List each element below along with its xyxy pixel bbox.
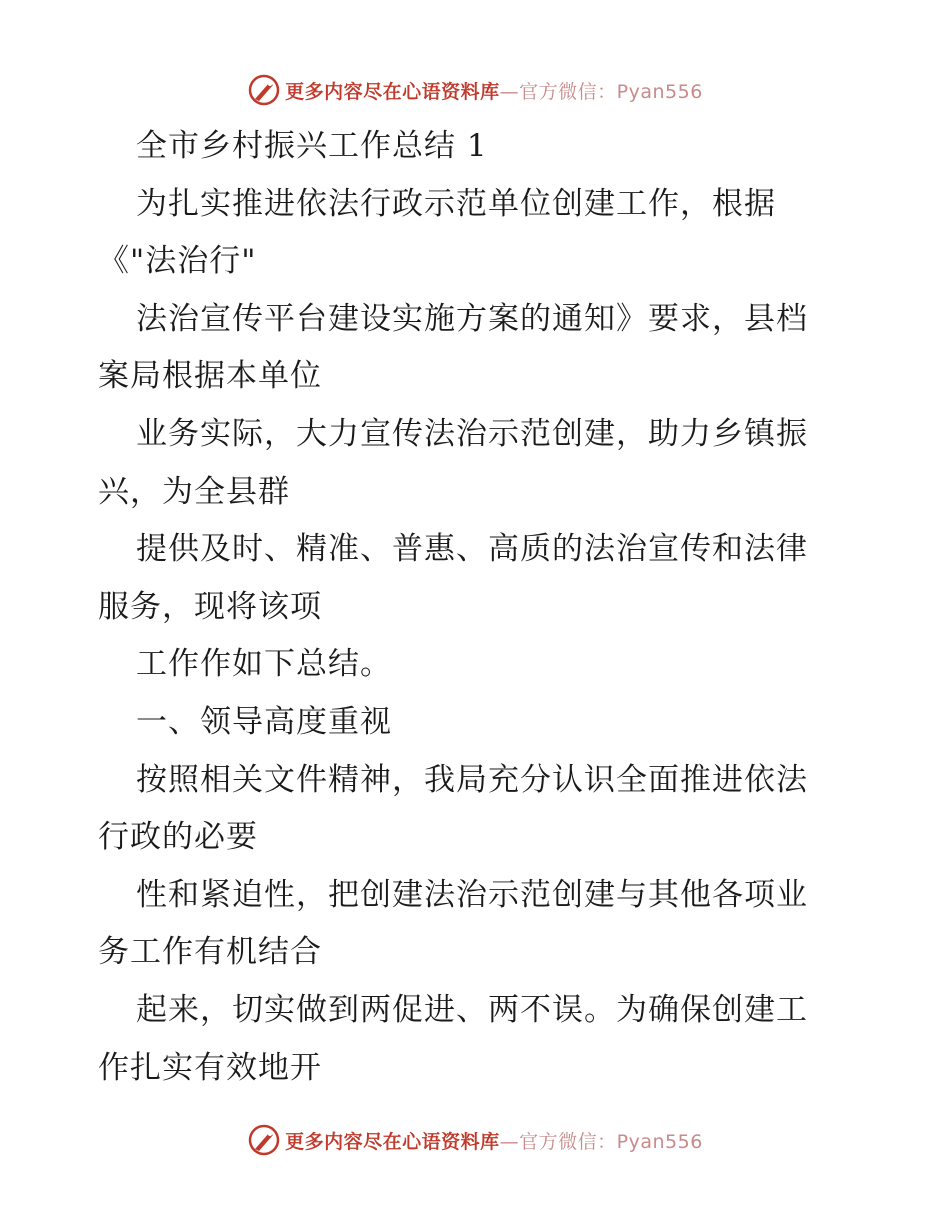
footer-banner-text xyxy=(285,1127,703,1154)
footer-watermark-banner xyxy=(0,1120,950,1160)
doc-line: 性和紧迫性，把创建法治示范创建与其他各项业 xyxy=(136,876,808,913)
doc-line: 《"法治行" xyxy=(98,243,257,280)
doc-line: 为扎实推进依法行政示范单位创建工作，根据 xyxy=(136,185,776,222)
doc-line: 工作作如下总结。 xyxy=(136,646,392,683)
doc-line: 务工作有机结合 xyxy=(98,934,322,971)
header-watermark-banner xyxy=(0,70,950,110)
pen-logo-icon xyxy=(247,73,281,107)
doc-line: 案局根据本单位 xyxy=(98,358,322,395)
doc-line: 提供及时、精准、普惠、高质的法治宣传和法律 xyxy=(136,531,808,568)
footer-banner-contact: 官方微信：Pyan556 xyxy=(519,1130,703,1153)
doc-line: 法治宣传平台建设实施方案的通知》要求，县档 xyxy=(136,300,808,337)
doc-line-heading: 一、领导高度重视 xyxy=(136,703,392,740)
header-banner-brand: 更多内容尽在心语资料库 xyxy=(285,80,500,103)
header-banner-text xyxy=(285,77,703,104)
pen-logo-icon xyxy=(247,1123,281,1157)
doc-line: 业务实际，大力宣传法治示范创建，助力乡镇振 xyxy=(136,415,808,452)
doc-line: 起来，切实做到两促进、两不误。为确保创建工 xyxy=(136,991,808,1028)
footer-banner-separator: — xyxy=(499,1130,520,1153)
header-banner-contact: 官方微信：Pyan556 xyxy=(519,80,703,103)
doc-line: 按照相关文件精神，我局充分认识全面推进依法 xyxy=(136,761,808,798)
doc-line: 服务，现将该项 xyxy=(98,588,322,625)
doc-line: 行政的必要 xyxy=(98,819,258,856)
doc-line-title: 全市乡村振兴工作总结 1 xyxy=(136,128,488,164)
header-banner-separator: — xyxy=(499,80,520,103)
doc-line: 作扎实有效地开 xyxy=(98,1049,322,1086)
footer-banner-brand: 更多内容尽在心语资料库 xyxy=(285,1130,500,1153)
doc-line: 兴，为全县群 xyxy=(98,473,290,510)
document-body xyxy=(98,118,858,1097)
